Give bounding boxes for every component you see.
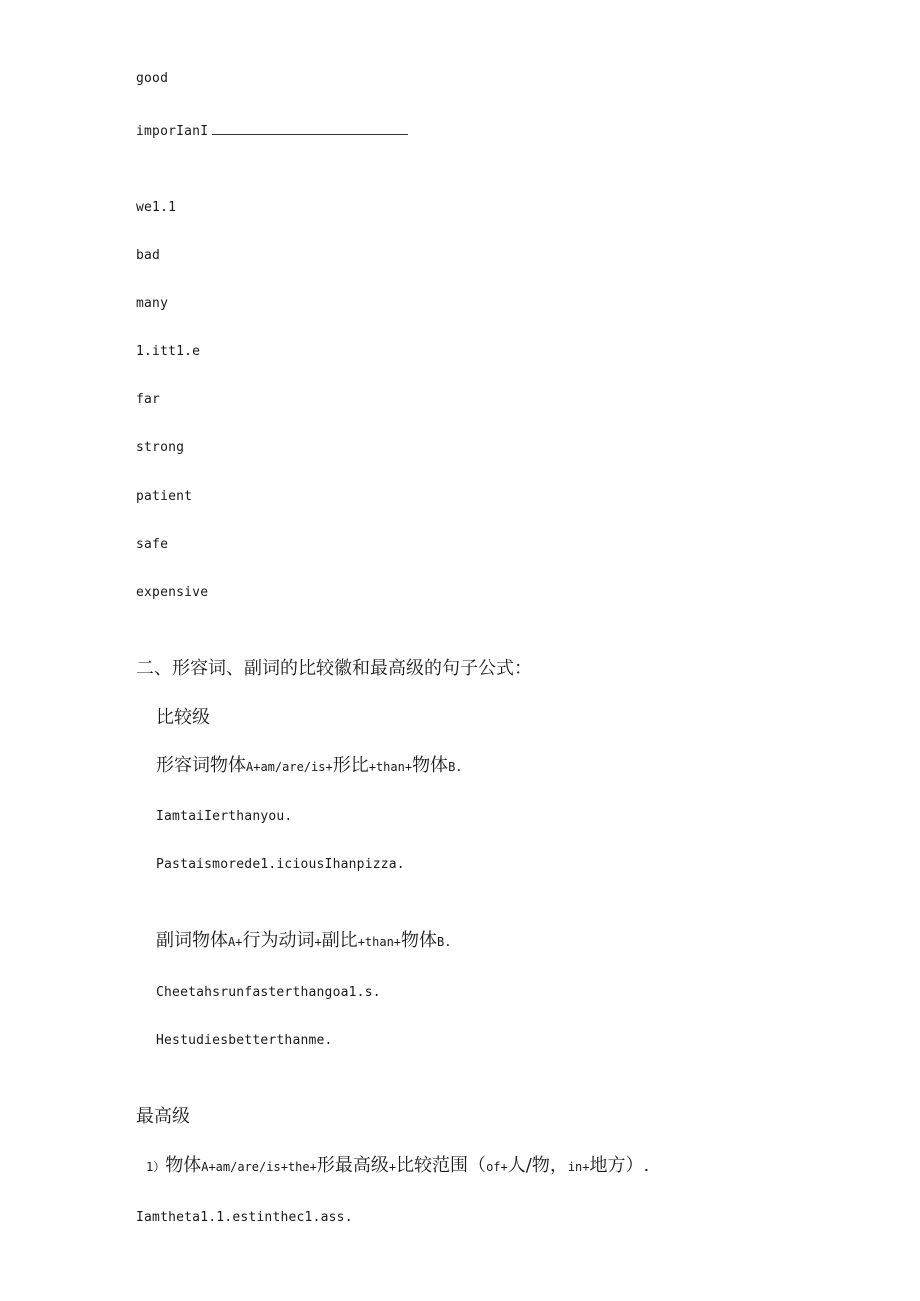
formula-part: 形比 [332,755,369,776]
formula-part: +than+ [368,760,413,774]
formula-part: 副词物体 [156,930,228,951]
formula-part: 物体 [412,755,449,776]
superlative-formula [146,1151,649,1177]
formula-part: of+ [486,1160,508,1174]
word-well: we1.1 [136,200,177,215]
formula-part: in+ [567,1160,590,1174]
word-important-line [136,122,408,139]
formula-part: 行为动词 [242,930,315,951]
word-good: good [136,71,169,86]
formula-part: B. [448,760,463,774]
formula-part: 副比 [321,930,358,951]
formula-part: 物体 [165,1155,202,1176]
adv-example-2: Hestudiesbetterthanme. [156,1033,333,1048]
answer-blank[interactable] [212,122,408,135]
adj-comparative-formula [156,751,463,777]
formula-part: 形容词物体 [156,755,246,776]
adj-example-2: Pastaismorede1.iciousIhanpizza. [156,857,405,872]
formula-part: 地方）. [589,1155,650,1176]
formula-part: A+am/are/is+the+ [201,1160,317,1174]
adj-example-1: IamtaiIerthanyou. [156,809,293,824]
adv-example-1: Cheetahsrunfasterthangoa1.s. [156,985,381,1000]
word-many: many [136,296,169,311]
formula-part: 比较范围（ [396,1155,487,1176]
formula-part: 物体 [401,930,438,951]
formula-part: + [388,1160,397,1174]
formula-part: A+am/are/is+ [246,760,333,774]
section-heading: 二、形容词、副词的比较徽和最高级的句子公式： [136,658,532,679]
formula-part: +than+ [357,935,402,949]
word-patient: patient [136,489,193,504]
word-strong: strong [136,440,185,455]
word-safe: safe [136,537,169,552]
formula-part: A+ [228,935,243,949]
superlative-title: 最高级 [136,1106,190,1127]
word-far: far [136,392,161,407]
formula-part: 1） [146,1160,166,1174]
word-expensive: expensive [136,585,209,600]
formula-part: B. [437,935,452,949]
comparative-title: 比较级 [156,707,210,728]
formula-part: 人/物， [507,1155,568,1176]
word-bad: bad [136,248,161,263]
formula-part: + [314,935,322,949]
word-important: imporIanI [136,124,209,139]
adv-comparative-formula [156,926,452,952]
formula-part: 形最高级 [316,1155,389,1176]
word-little: 1.itt1.e [136,344,201,359]
superlative-example: Iamtheta1.1.estinthec1.ass. [136,1210,353,1225]
